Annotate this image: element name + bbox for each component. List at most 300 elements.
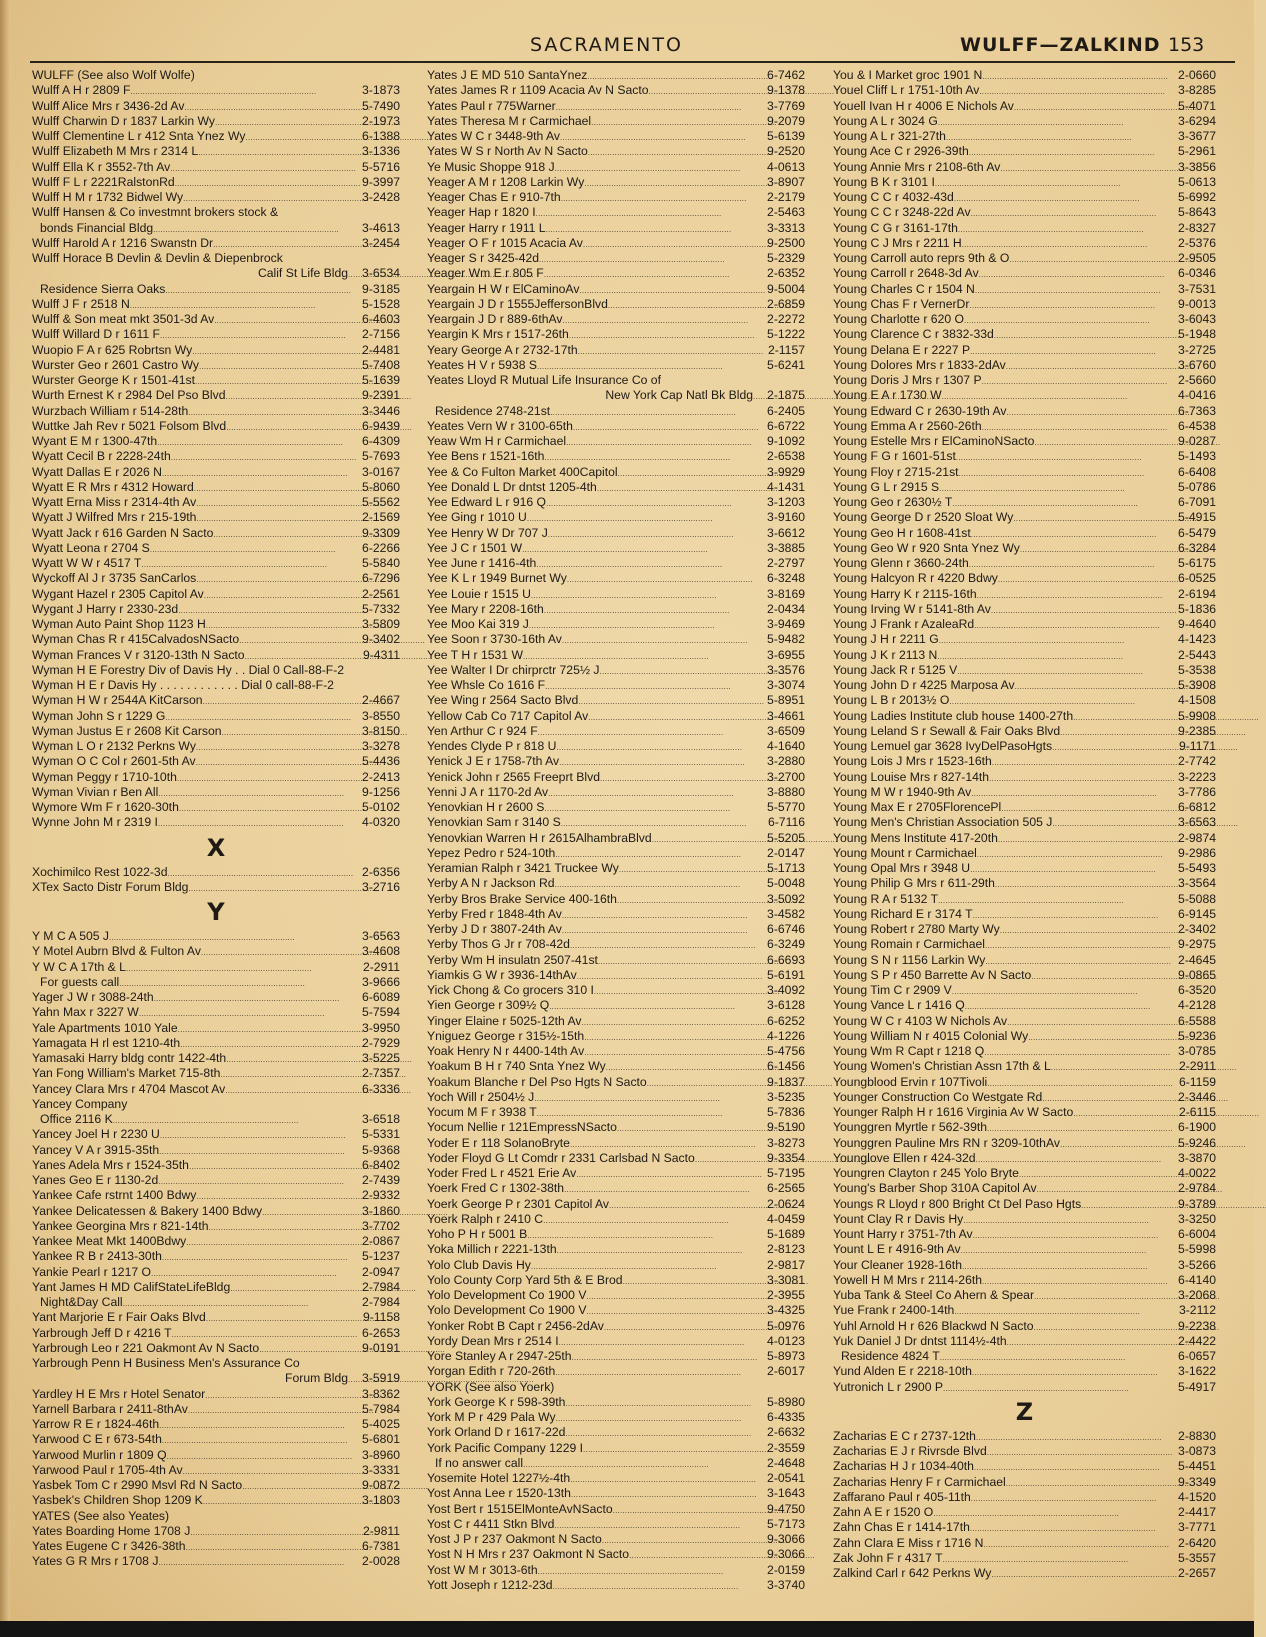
listing-name: Yeates H V r 5938 S: [427, 357, 537, 372]
listing-entry: [32, 1112, 400, 1127]
listing-heading: [427, 373, 805, 388]
phone-number: 6-0657: [1178, 1349, 1216, 1363]
dot-leader: [584, 175, 767, 191]
phone-number: 3-3250: [1178, 1211, 1216, 1226]
listing-name: Yancey Clara Mrs r 4704 Mascot Av: [32, 1081, 226, 1096]
dot-leader: [959, 465, 1178, 481]
listing-name: Wyman H E Forestry Div of Davis Hy . . Dial 0 Call-88-F-2: [32, 662, 345, 677]
dot-leader: [572, 1349, 767, 1365]
listing-entry: [833, 1120, 1216, 1135]
listing-name: Younger Construction Co Westgate Rd: [833, 1089, 1043, 1104]
listing-name: Yee Soon r 3730-16th Av: [427, 632, 562, 647]
phone-number: 6-6089: [362, 990, 400, 1004]
dot-leader: [987, 1075, 1179, 1091]
listing-name: Yolo County Corp Yard 5th & E Brod: [427, 1272, 623, 1287]
dot-leader: [971, 785, 1178, 801]
listing-entry: [427, 892, 805, 907]
dot-leader: [150, 541, 362, 557]
listing-name: Yankee R B r 2413-30th: [32, 1249, 162, 1264]
listing-entry: [427, 754, 805, 769]
listing-entry: [32, 556, 400, 571]
phone-number: 5-1493: [1178, 449, 1216, 464]
listing-entry: [32, 465, 400, 480]
dot-leader: [167, 1448, 362, 1464]
dot-leader: [157, 434, 362, 450]
phone-number: 3-7702: [362, 1218, 400, 1233]
listing-entry: [32, 1158, 400, 1173]
dot-leader: [153, 221, 362, 237]
listing-name: Yancey Joel H r 2230 U: [32, 1127, 160, 1142]
listing-entry: [833, 434, 1216, 449]
listing-name: Yan Fong William's Market 715-8th: [32, 1066, 221, 1081]
listing-name: Zacharias E J r Rivrsde Blvd: [833, 1444, 987, 1458]
phone-number: 2-7984: [362, 1279, 400, 1294]
listing-entry: [427, 1044, 805, 1059]
phone-number: 6-6722: [767, 418, 805, 433]
phone-number: 4-0123: [767, 1333, 805, 1348]
page-number: 153: [1168, 34, 1205, 56]
dot-leader: [958, 221, 1178, 237]
listing-heading: [427, 1380, 805, 1395]
phone-number: 9-1158: [362, 1310, 400, 1325]
dot-leader: [617, 1120, 767, 1136]
listing-name: Young Lois J Mrs r 1523-16th: [833, 754, 992, 769]
listing-entry: [32, 434, 400, 449]
phone-number: 5-6801: [362, 1432, 400, 1447]
phone-number: 5-1836: [1178, 601, 1216, 616]
listing-name: Young C J Mrs r 2211 H: [833, 235, 962, 250]
dot-leader: [160, 1127, 362, 1143]
dot-leader: [123, 1295, 362, 1311]
listing-name: Yant Marjorie E r Fair Oaks Blvd: [32, 1310, 206, 1325]
listing-entry: [427, 1166, 805, 1181]
phone-number: 3-3856: [1178, 159, 1216, 174]
dot-leader: [962, 1258, 1178, 1274]
listing-name: Yordy Dean Mrs r 2514 I: [427, 1333, 559, 1348]
phone-number: 5-5331: [362, 1127, 400, 1142]
dot-leader: [213, 526, 362, 542]
listing-entry: [427, 282, 805, 297]
dot-leader: [348, 266, 362, 282]
phone-number: 5-7408: [362, 357, 400, 372]
listing-entry: [833, 541, 1216, 556]
phone-number: 5-1222: [767, 327, 805, 342]
listing-name: Wymore Wm F r 1620-30th: [32, 800, 179, 814]
phone-number: 2-6632: [767, 1425, 805, 1440]
phone-number: 9-1256: [362, 784, 400, 799]
dot-leader: [949, 693, 1178, 709]
phone-number: 2-7984: [362, 1295, 400, 1309]
listing-name: Wyman O C Col r 2601-5th Av: [32, 754, 196, 769]
dot-leader: [613, 1502, 767, 1518]
dot-leader: [171, 449, 362, 465]
phone-number: 5-9908: [1178, 708, 1216, 723]
dot-leader: [976, 1151, 1179, 1167]
dot-leader: [175, 175, 362, 191]
listing-name: Young Opal Mrs r 3948 U: [833, 861, 971, 875]
dot-leader: [162, 1249, 362, 1265]
listing-entry: [833, 1444, 1216, 1459]
phone-number: 6-9145: [1178, 906, 1216, 921]
dot-leader: [209, 1219, 362, 1235]
listing-entry: [32, 1143, 400, 1158]
listing-name: Wyatt J Wilfred Mrs r 215-19th: [32, 510, 197, 525]
phone-number: 2-9817: [767, 1257, 805, 1272]
listing-entry: [833, 1197, 1216, 1212]
dot-leader: [523, 1456, 767, 1472]
listing-entry: [427, 800, 805, 815]
phone-number: 3-4608: [362, 944, 400, 959]
listing-entry: [427, 1319, 805, 1334]
section-letter: Z: [1015, 1397, 1034, 1426]
phone-number: 9-0872: [362, 1478, 400, 1492]
phone-number: 3-4613: [362, 220, 400, 235]
listing-name: Yerby Thos G Jr r 708-42d: [427, 937, 570, 952]
listing-heading: [32, 205, 400, 220]
phone-number: 2-6538: [767, 449, 805, 464]
listing-entry: [427, 937, 805, 952]
listing-entry: [32, 160, 400, 175]
listing-name: Yoakum Blanche r Del Pso Hgts N Sacto: [427, 1074, 647, 1089]
phone-number: 2-2561: [362, 586, 400, 601]
listing-entry: [427, 1090, 805, 1105]
page-binding-edge: [0, 0, 10, 1637]
listing-name: Zak John F r 4317 T: [833, 1550, 943, 1565]
phone-number: 6-1159: [1178, 1074, 1216, 1089]
dot-leader: [245, 648, 363, 664]
phone-number: 6-2565: [767, 1181, 805, 1196]
listing-name: Xochimilco Rest 1022-3d: [32, 864, 168, 879]
phone-number: 3-6760: [1178, 357, 1216, 372]
listing-entry: [427, 1578, 805, 1593]
listing-entry: [427, 221, 805, 236]
listing-entry: [833, 251, 1216, 266]
dot-leader: [991, 1566, 1178, 1582]
listing-entry: [32, 648, 400, 663]
listing-name: Young W C r 4103 W Nichols Av: [833, 1013, 1008, 1028]
listing-name: Residence Sierra Oaks: [40, 281, 166, 296]
page-header: [0, 34, 1254, 60]
listing-entry: [427, 312, 805, 327]
listing-entry: [833, 1212, 1216, 1227]
phone-number: 9-3066: [767, 1547, 805, 1562]
dot-leader: [989, 770, 1178, 786]
listing-entry: [427, 1547, 805, 1562]
dot-leader: [531, 587, 767, 603]
dot-leader: [979, 266, 1178, 282]
phone-number: 5-5088: [1178, 891, 1216, 906]
phone-number: 6-1900: [1178, 1120, 1216, 1135]
listing-name: Wulff Willard D r 1611 F: [32, 327, 161, 342]
listing-entry: [32, 587, 400, 602]
listing-entry: [427, 68, 805, 83]
listing-name: Yeates Vern W r 3100-65th: [427, 418, 573, 433]
listing-name: Yanes Adela Mrs r 1524-35th: [32, 1157, 189, 1172]
dot-leader: [974, 617, 1178, 633]
listing-name: Young Geo H r 1608-41st: [833, 525, 971, 540]
listing-entry: [32, 221, 400, 236]
listing-name: Y Motel Aubrn Blvd & Fulton Av: [32, 944, 201, 959]
listing-name: Yardley H E Mrs r Hotel Senator: [32, 1386, 206, 1401]
listing-entry: [833, 1536, 1216, 1551]
phone-number: 2-7156: [362, 327, 400, 342]
phone-number: 9-0191: [362, 1340, 400, 1355]
listing-entry: [32, 1280, 400, 1295]
listing-entry: [32, 602, 400, 617]
listing-name: Y M C A 505 J: [32, 929, 110, 943]
dot-leader: [562, 632, 767, 648]
listing-name: Yendes Clyde P r 818 U: [427, 739, 557, 753]
listing-name: Yates G R Mrs r 1708 J: [32, 1554, 159, 1569]
phone-number: 5-9236: [1178, 1028, 1216, 1043]
phone-number: 3-7771: [1178, 1520, 1216, 1535]
dot-leader: [561, 815, 768, 831]
listing-name: Yenni J A r 1170-2d Av: [427, 784, 549, 799]
listing-entry: [427, 770, 805, 785]
dot-leader: [194, 480, 362, 496]
listing-entry: [427, 358, 805, 373]
dot-leader: [942, 388, 1178, 404]
listing-entry: [32, 297, 400, 312]
dot-leader: [977, 846, 1178, 862]
listing-name: Yee Moo Kai 319 J: [427, 617, 529, 631]
listing-name: Wurster George K r 1501-41st: [32, 373, 196, 387]
listing-entry: [427, 480, 805, 495]
listing-name: Young John D r 4225 Marposa Av: [833, 678, 1015, 692]
listing-name: Young A L r 321-27th: [833, 129, 946, 143]
phone-number: 9-4311: [362, 647, 400, 662]
listing-entry: [32, 1204, 400, 1219]
listing-name: Wuttke Jah Rev r 5021 Folsom Blvd: [32, 418, 227, 433]
dot-leader: [570, 1136, 767, 1152]
listing-heading: [32, 1356, 400, 1371]
phone-number: 3-2223: [1178, 769, 1216, 784]
phone-number: 5-5562: [362, 495, 400, 509]
listing-entry: [427, 1334, 805, 1349]
phone-number: 3-3074: [767, 678, 805, 692]
dot-leader: [262, 1204, 362, 1220]
listing-entry: [427, 1517, 805, 1532]
dot-leader: [618, 465, 767, 481]
listing-entry: [32, 541, 400, 556]
listing-name: Wyatt Cecil B r 2228-24th: [32, 449, 171, 464]
listing-entry: [427, 449, 805, 464]
listing-name: Yarbrough Leo r 221 Oakmont Av N Sacto: [32, 1340, 260, 1355]
listing-name: Young S N r 1156 Larkin Wy: [833, 952, 986, 967]
dot-leader: [222, 724, 362, 740]
listing-name: Yien George r 309½ Q: [427, 998, 550, 1013]
listing-name: Youell Ivan H r 4006 E Nichols Av: [833, 98, 1014, 113]
listing-name: Young Women's Christian Assn 17th & L: [833, 1059, 1051, 1074]
phone-number: 9-3309: [362, 525, 400, 540]
listing-name: Yager J W r 3088-24th: [32, 990, 154, 1004]
listing-entry: [427, 1288, 805, 1303]
listing-name: Wulff Hansen & Co investmnt brokers stock &: [32, 205, 279, 220]
phone-number: 2-4648: [767, 1455, 805, 1470]
listing-name: Yosemite Hotel 1227½-4th: [427, 1471, 571, 1485]
listing-name: Wyman Vivian r Ben All: [32, 784, 159, 799]
phone-number: 3-8880: [767, 784, 805, 799]
phone-number: 5-1528: [362, 296, 400, 311]
phone-number: 3-2454: [362, 235, 400, 250]
listing-entry: [427, 327, 805, 342]
dot-leader: [619, 861, 767, 877]
dot-leader: [536, 556, 767, 572]
listing-entry: [32, 929, 400, 944]
listing-name: Yarnell Barbara r 2411-8thAv: [32, 1401, 188, 1416]
listing-entry: [32, 632, 400, 647]
phone-number: 2-6420: [1178, 1535, 1216, 1550]
dot-leader: [158, 1173, 362, 1189]
phone-number: 2-0147: [767, 845, 805, 860]
dot-leader: [544, 602, 767, 618]
listing-entry: [32, 865, 400, 880]
listing-entry: [833, 922, 1216, 937]
dot-leader: [550, 404, 767, 420]
dot-leader: [544, 266, 767, 282]
listing-entry: [833, 343, 1216, 358]
listing-name: Young Glenn r 3660-24th: [833, 556, 969, 570]
dot-leader: [1013, 510, 1178, 526]
phone-number: 5-7594: [362, 1005, 400, 1020]
listing-name: Younger Ralph H r 1616 Virginia Av W Sacto: [833, 1105, 1074, 1119]
listing-entry: [427, 1212, 805, 1227]
listing-name: Youngs R Lloyd r 800 Bright Ct Del Paso Hgts: [833, 1196, 1082, 1211]
listing-name: Yepez Pedro r 524-10th: [427, 845, 556, 860]
listing-name: Yount Clay R r Davis Hy: [833, 1211, 964, 1226]
dot-leader: [534, 1090, 767, 1106]
phone-number: 6-7363: [1178, 403, 1216, 418]
listing-entry: [32, 1493, 400, 1508]
listing-name: Yant James H MD CalifStateLifeBldg: [32, 1279, 231, 1294]
listing-name: Yates James R r 1109 Acacia Av N Sacto: [427, 83, 649, 98]
listing-entry: [32, 1402, 400, 1417]
listing-entry: [32, 770, 400, 785]
phone-number: 5-2961: [1178, 144, 1216, 159]
listing-entry: [427, 876, 805, 891]
listing-name: You & I Market groc 1901 N: [833, 68, 983, 82]
phone-number: 2-3559: [767, 1440, 805, 1455]
dot-leader: [943, 1380, 1178, 1396]
dot-leader: [952, 983, 1178, 999]
dot-leader: [162, 465, 362, 481]
phone-number: 2-3446: [1178, 1089, 1216, 1104]
phone-number: 9-2500: [767, 235, 805, 250]
listing-name: Young Richard E r 3174 T: [833, 906, 973, 921]
listing-entry: [833, 297, 1216, 312]
listing-entry: [427, 1273, 805, 1288]
listing-name: Yenovkian Sam r 3140 S: [427, 815, 561, 830]
phone-number: 5-7195: [767, 1166, 805, 1180]
section-letter: Y: [207, 898, 225, 926]
listing-name: Wyman H W r 2544A KitCarson: [32, 693, 203, 708]
dot-leader: [170, 160, 362, 176]
phone-number: 3-1860: [362, 1203, 400, 1218]
dot-leader: [1073, 1105, 1179, 1121]
listing-name: Young Men's Christian Association 505 J: [833, 815, 1053, 830]
listing-name: Young Irving W r 5141-8th Av: [833, 601, 991, 616]
phone-number: 3-6043: [1178, 312, 1216, 326]
phone-number: 2-2911: [362, 959, 400, 974]
dot-leader: [178, 602, 362, 618]
listing-name: Wulff H M r 1732 Bidwel Wy: [32, 190, 184, 204]
phone-number: 2-7929: [362, 1035, 400, 1050]
listing-name: Yee Wing r 2564 Sacto Blvd: [427, 693, 579, 708]
dot-leader: [970, 1520, 1178, 1536]
listing-name: Yenick John r 2565 Freeprt Blvd: [427, 769, 600, 784]
dot-leader: [348, 1371, 362, 1387]
phone-number: 2-2413: [362, 769, 400, 784]
listing-name: Young C G r 3161-17th: [833, 220, 958, 235]
dot-leader: [982, 68, 1178, 84]
dot-leader: [564, 1181, 767, 1197]
phone-number: 6-5479: [1178, 525, 1216, 540]
phone-number: 5-8951: [767, 693, 805, 708]
listing-name: Yee Donald L Dr dntst 1205-4th: [427, 479, 597, 494]
phone-number: 5-1948: [1178, 327, 1216, 342]
dot-leader: [970, 343, 1178, 359]
listing-name: Yankee Delicatessen & Bakery 1400 Bdwy: [32, 1203, 263, 1218]
listing-name: If no answer call: [435, 1455, 524, 1470]
dot-leader: [130, 297, 362, 313]
listing-name: Young E A r 1730 W: [833, 388, 942, 403]
phone-number: 3-3576: [767, 662, 805, 677]
listing-entry: [427, 1197, 805, 1212]
listing-name: Office 2116 K: [40, 1112, 113, 1126]
dot-leader: [972, 1364, 1178, 1380]
listing-name: Yeates Lloyd R Mutual Life Insurance Co of: [427, 373, 661, 387]
dot-leader: [259, 1341, 362, 1357]
dot-leader: [1052, 739, 1179, 755]
listing-name: Wyatt Leona r 2704 S: [32, 540, 150, 555]
listing-name: Wyman Justus E r 2608 Kit Carson: [32, 723, 222, 738]
phone-number: 5-7836: [767, 1105, 805, 1119]
listing-entry: [427, 632, 805, 647]
phone-number: 3-4661: [767, 708, 805, 723]
listing-entry: [833, 1090, 1216, 1105]
phone-number: 5-0048: [767, 876, 805, 891]
listing-entry: [833, 404, 1216, 419]
dot-leader: [1042, 1090, 1178, 1106]
listing-entry: [833, 754, 1216, 769]
dot-leader: [961, 1242, 1178, 1258]
phone-number: 3-0785: [1178, 1044, 1216, 1058]
dot-leader: [946, 129, 1178, 145]
dot-leader: [203, 693, 362, 709]
dot-leader: [1014, 99, 1178, 115]
listing-name: Yerby Wm H insulatn 2507-41st: [427, 952, 598, 967]
dot-leader: [546, 495, 767, 511]
listing-entry: [833, 129, 1216, 144]
dot-leader: [196, 571, 362, 587]
phone-number: 2-0434: [767, 601, 805, 616]
phone-number: 6-7296: [362, 571, 400, 586]
phone-number: 2-6017: [767, 1364, 805, 1379]
listing-name: Young Carroll r 2648-3d Av: [833, 266, 979, 281]
listing-entry: [32, 1295, 400, 1310]
listing-entry: [32, 419, 400, 434]
listing-entry: [833, 968, 1216, 983]
phone-number: 6-3520: [1178, 983, 1216, 997]
listing-entry: [833, 1364, 1216, 1379]
listing-name: Yates Boarding Home 1708 J: [32, 1523, 191, 1538]
phone-number: 9-3185: [362, 281, 400, 296]
section-letter: X: [206, 833, 226, 862]
dot-leader: [529, 617, 767, 633]
dot-leader: [964, 312, 1178, 328]
listing-name: Yarbrough Penn H Business Men's Assurance Co: [32, 1356, 300, 1370]
listing-entry: [833, 1475, 1216, 1490]
